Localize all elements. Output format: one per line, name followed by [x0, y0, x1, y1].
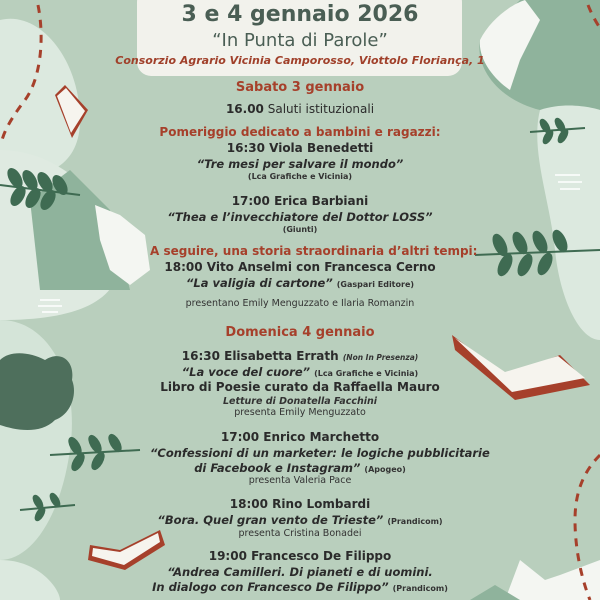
event-dates: 3 e 4 gennaio 2026 — [181, 2, 419, 27]
sun-event2-title1: “Confessioni di un marketer: le logiche pubblicitarie — [150, 446, 490, 460]
sun-event3-title: “Bora. Quel gran vento de Trieste” — [157, 513, 384, 527]
sun-event3-presenter: presenta Cristina Bonadei — [238, 528, 362, 539]
sun-event4-title2-line — [150, 580, 450, 594]
mountain-shape-right-bottom — [505, 560, 600, 600]
sun-event2-title2: di Facebook e Instagram” — [194, 461, 361, 475]
sun-event4-title2: In dialogo con Francesco De Filippo” — [152, 580, 389, 594]
sun-event4-title1: “Andrea Camilleri. Di pianeti e di uomini. — [167, 565, 433, 579]
section-kids: Pomeriggio dedicato a bambini e ragazzi: — [159, 125, 441, 139]
sun-event2-presenter: presenta Valeria Pace — [248, 475, 352, 486]
sun-event3-author: 18:00 Rino Lombardi — [229, 497, 371, 511]
sun-poetry-readings: Letture di Donatella Facchini — [222, 396, 378, 407]
opening-text: Saluti istituzionali — [267, 102, 375, 116]
sun-event1-line — [150, 349, 450, 363]
sat-event3-title: “La valigia di cartone” — [185, 276, 333, 290]
sun-event3-title-line — [150, 513, 450, 527]
sun-event3-publisher: (Prandicom) — [387, 517, 443, 526]
sat-event3-author: 18:00 Vito Anselmi con Francesca Cerno — [164, 260, 436, 274]
sat-event1-title: “Tre mesi per salvare il mondo” — [196, 157, 404, 171]
sun-event1-note: (Non In Presenza) — [342, 353, 419, 362]
sun-event1-publisher: (Lca Grafiche e Vicinia) — [314, 369, 419, 378]
opening-line — [150, 102, 450, 116]
sun-event4-author: 19:00 Francesco De Filippo — [208, 549, 392, 563]
sat-event2-title: “Thea e l’invecchiatore del Dottor LOSS” — [167, 210, 433, 224]
open-book-icon — [452, 335, 590, 400]
sun-event2-title2-line — [150, 461, 450, 475]
sat-event3-publisher: (Gaspari Editore) — [336, 280, 415, 289]
sun-event1-title: “La voce del cuore” — [181, 365, 311, 379]
sun-poetry-presenter: presenta Emily Menguzzato — [234, 407, 366, 418]
event-location: Consorzio Agrario Vicinia Camporosso, Viottolo Floriança, 1 — [115, 54, 485, 67]
sun-event2-author: 17:00 Enrico Marchetto — [220, 430, 380, 444]
sun-event1-title-line — [150, 365, 450, 379]
day-heading-saturday: Sabato 3 gennaio — [235, 80, 365, 95]
sat-event1-publisher: (Lca Grafiche e Vicinia) — [247, 172, 353, 181]
sun-poetry-line: Libro di Poesie curato da Raffaella Mauro — [160, 380, 440, 394]
event-name: “In Punta di Parole” — [212, 30, 388, 51]
section-story: A seguire, una storia straordinaria d’altri tempi: — [150, 244, 478, 258]
sat-event2-publisher: (Giunti) — [282, 225, 318, 234]
sat-event2-author: 17:00 Erica Barbiani — [231, 194, 369, 208]
sat-event1-author: 16:30 Viola Benedetti — [226, 141, 374, 155]
sun-event4-publisher: (Prandicom) — [392, 584, 448, 593]
sun-event1-author: 16:30 Elisabetta Errath — [181, 349, 339, 363]
day-heading-sunday: Domenica 4 gennaio — [225, 325, 375, 340]
sun-event2-publisher: (Apogeo) — [364, 465, 406, 474]
sat-presenters: presentano Emily Menguzzato e Ilaria Romanzin — [185, 298, 415, 309]
sat-event3-line — [150, 276, 450, 290]
opening-time: 16.00 — [225, 102, 264, 116]
